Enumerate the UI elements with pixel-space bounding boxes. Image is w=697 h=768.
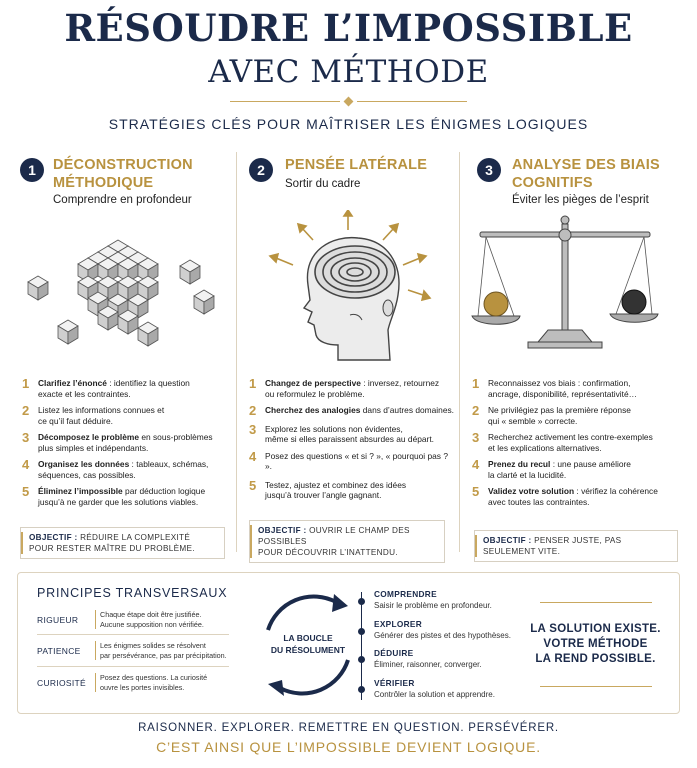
- main-title-line1: RÉSOUDRE L’IMPOSSIBLE: [64, 6, 633, 50]
- footer-line2: C’EST AINSI QUE L’IMPOSSIBLE DEVIENT LOGIQUE.: [156, 739, 541, 755]
- column-subtitle: Éviter les pièges de l’esprit: [512, 194, 649, 206]
- step-dot: [358, 628, 365, 635]
- column-subtitle: Sortir du cadre: [285, 178, 361, 190]
- objective-box: OBJECTIF : OUVRIR LE CHAMP DES POSSIBLES POUR DÉCOUVRIR L’INATTENDU.: [249, 520, 445, 563]
- steps-list: [472, 378, 687, 507]
- loop-step: COMPRENDRE Saisir le problème en profondeur.: [374, 589, 492, 610]
- list-item: 3 Décomposez le problème en sous-problèmes plus simples et indépendants.: [22, 430, 213, 453]
- list-item: 2 Listez les informations connues et ce qu’il faut déduire.: [22, 403, 165, 426]
- solution-rule-top: [540, 602, 652, 603]
- solution-rule-bottom: [540, 686, 652, 687]
- maze-head-icon: [258, 210, 438, 370]
- solution-statement: LA SOLUTION EXISTE. VOTRE MÉTHODE LA REND POSSIBLE.: [530, 623, 661, 665]
- list-item: 1 Changez de perspective : inversez, retournez ou reformulez le problème.: [249, 376, 440, 399]
- column-title: PENSÉE LATÉRALE: [285, 157, 428, 173]
- title-divider-left: [230, 101, 340, 102]
- step-dot: [358, 656, 365, 663]
- list-item: 1 Reconnaissez vos biais : confirmation, ancrage, disponibilité, représentativité…: [472, 376, 637, 399]
- objective-box: OBJECTIF : RÉDUIRE LA COMPLEXITÉ POUR RESTER MAÎTRE DU PROBLÈME.: [20, 527, 225, 559]
- column-title: ANALYSE DES BIAIS COGNITIFS: [512, 157, 660, 191]
- number-badge: 1: [20, 158, 44, 182]
- list-item: 4 Posez des questions « et si ? », « pourquoi pas ? ».: [249, 448, 448, 471]
- title-divider-diamond: [344, 97, 354, 107]
- loop-step: DÉDUIRE Éliminer, raisonner, converger.: [374, 648, 482, 669]
- steps-list: [249, 378, 454, 501]
- list-item: 5 Validez votre solution : vérifiez la cohérence avec toutes las contraintes.: [472, 484, 658, 507]
- column-separator: [459, 152, 460, 552]
- steps-list: [22, 378, 232, 507]
- principle-divider: [37, 634, 229, 635]
- cube-blocks-icon: [20, 220, 220, 360]
- list-item: 3 Recherchez activement les contre-exemples et les explications alternatives.: [472, 430, 653, 453]
- list-item: 2 Cherchez des analogies dans d’autres domaines.: [249, 403, 454, 418]
- column-subtitle: Comprendre en profondeur: [53, 194, 192, 206]
- title-divider-right: [357, 101, 467, 102]
- number-badge: 3: [477, 158, 501, 182]
- number-badge: 2: [249, 158, 273, 182]
- step-dot: [358, 686, 365, 693]
- loop-label: LA BOUCLE DU RÉSOLUMENT: [270, 633, 346, 655]
- list-item: 3 Explorez les solutions non évidentes, même si elles paraissent absurdes au départ.: [249, 421, 434, 444]
- list-item: 4 Prenez du recul : une pause améliore la clarté et la lucidité.: [472, 457, 631, 480]
- step-dot: [358, 598, 365, 605]
- list-item: 4 Organisez les données : tableaux, schémas, séquences, cas possibles.: [22, 457, 209, 480]
- list-item: 5 Testez, ajustez et combinez des idées jusqu’à trouver l’angle gagnant.: [249, 477, 407, 500]
- loop-step: VÉRIFIER Contrôler la solution et apprendre.: [374, 678, 495, 699]
- steps-line: [361, 592, 362, 700]
- balance-scale-icon: [468, 212, 668, 362]
- loop-step: EXPLORER Générer des pistes et des hypothèses.: [374, 619, 511, 640]
- list-item: 1 Clarifiez l’énoncé : identifiez la question exacte et les contraintes.: [22, 376, 190, 399]
- column-separator: [236, 152, 237, 552]
- main-title-line2: AVEC MÉTHODE: [208, 54, 489, 90]
- principle-divider: [37, 666, 229, 667]
- column-title: DÉCONSTRUCTION MÉTHODIQUE: [53, 157, 193, 191]
- list-item: 5 Éliminez l’impossible par déduction logique jusqu’à ne garder que les solutions viables.: [22, 484, 206, 507]
- subtitle: STRATÉGIES CLÉS POUR MAÎTRISER LES ÉNIGMES LOGIQUES: [108, 116, 589, 132]
- objective-box: OBJECTIF : PENSER JUSTE, PAS SEULEMENT VITE.: [474, 530, 678, 562]
- footer-line1: RAISONNER. EXPLORER. REMETTRE EN QUESTION. PERSÉVÉRER.: [138, 722, 559, 734]
- list-item: 2 Ne privilégiez pas la première réponse qui « semble » correcte.: [472, 403, 631, 426]
- principles-title: PRINCIPES TRANSVERSAUX: [37, 586, 228, 600]
